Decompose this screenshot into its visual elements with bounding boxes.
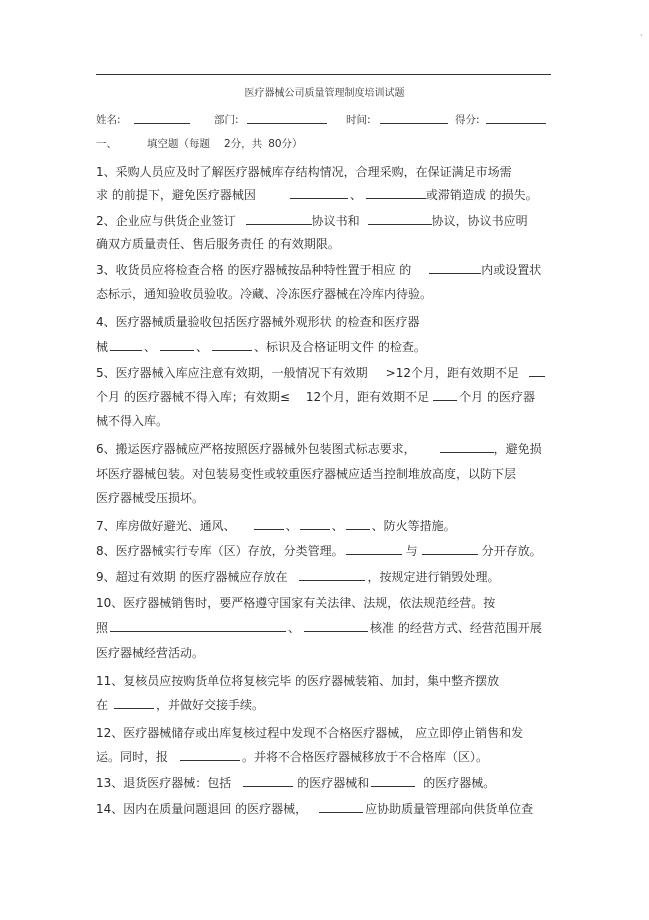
name-label: 姓名: [96, 114, 121, 126]
q11-line-2: 在 ，并做好交接手续。 [96, 698, 265, 712]
name-blank[interactable] [134, 123, 190, 124]
q7-blank-2[interactable] [300, 518, 330, 530]
q3-line-2: 态标示，通知验收员验收。冷藏、冷冻医疗器械在冷库内待验。 [96, 287, 433, 301]
q1-blank-2[interactable] [366, 187, 426, 199]
q3-blank-1[interactable] [429, 262, 481, 274]
dept-blank[interactable] [247, 123, 327, 124]
q12-line-2: 运。同时，报 。并将不合格医疗器械移放于不合格库（区）。 [96, 750, 489, 764]
q7-line-1: 7、库房做好避光、通风、 、 、 、防火等措施。 [96, 519, 456, 533]
q1-line-1: 1、采购人员应及时了解医疗器械库存结构情况，合理采购，在保证满足市场需 [96, 165, 512, 179]
q10-line-2: 照 、 核准 的经营方式、经营范围开展 [96, 621, 542, 635]
q12-blank-1[interactable] [180, 749, 240, 761]
q14-blank-1[interactable] [319, 801, 363, 813]
time-blank[interactable] [380, 123, 448, 124]
q4-blank-2[interactable] [160, 339, 194, 351]
q4-line-2: 械 、 、 、标识及合格证明文件 的检查。 [96, 340, 426, 354]
q7-blank-1[interactable] [254, 518, 284, 530]
score-blank[interactable] [486, 123, 546, 124]
q10-blank-2[interactable] [304, 620, 368, 632]
time-label: 时间: [346, 114, 371, 126]
q2-blank-2[interactable] [368, 213, 432, 225]
q2-blank-1[interactable] [246, 213, 312, 225]
q4-line-1: 4、医疗器械质量验收包括医疗器械外观形状 的检查和医疗器 [96, 315, 420, 329]
section-label: 填空题（每题 [147, 138, 210, 150]
q6-line-3: 医疗器械受压损坏。 [96, 491, 205, 505]
q9-line-1: 9、超过有效期 的医疗器械应存放在 ，按规定进行销毁处理。 [96, 570, 500, 584]
q5-blank-2[interactable] [433, 389, 457, 401]
q2-line-2: 确双方质量责任、售后服务责任 的有效期限。 [96, 237, 340, 251]
q7-blank-3[interactable] [346, 518, 370, 530]
dept-label: 部门: [214, 114, 239, 126]
q8-blank-1[interactable] [346, 543, 402, 555]
q6-line-2: 坏医疗器械包装。对包装易变性或较重医疗器械应适当控制堆放高度，以防下层 [96, 467, 517, 481]
q8-blank-2[interactable] [422, 543, 478, 555]
q10-line-1: 10、医疗器械销售时，要严格遵守国家有关法律、法规，依法规范经营。按 [96, 596, 496, 610]
q5-line-1: 5、医疗器械入库应注意有效期，一般情况下有效期 >12个月，距有效期不足 [96, 365, 545, 381]
q6-blank-1[interactable] [440, 441, 494, 453]
document-title: 医疗器械公司质量管理制度培训试题 [244, 88, 405, 99]
q1-blank-1[interactable] [290, 187, 348, 199]
section-points: 2分，共 [224, 138, 263, 150]
q5-line-2: 个月 的医疗器械不得入库；有效期≤ 12个月，距有效期不足 个月 的医疗器 [96, 390, 535, 404]
q2-line-1: 2、企业应与供货企业签订 协议书和 协议，协议书应明 [96, 214, 528, 228]
q10-line-3: 医疗器械经营活动。 [96, 646, 205, 660]
q13-line-1: 13、退货医疗器械：包括 的医疗器械和 的医疗器械。 [96, 776, 496, 790]
q9-blank-1[interactable] [299, 569, 365, 581]
q11-blank-1[interactable] [114, 697, 154, 709]
q10-blank-1[interactable] [110, 620, 286, 632]
q1-line-2: 求 的前提下，避免医疗器械因 、 或滞销造成 的损失。 [96, 188, 538, 202]
score-label: 得分: [455, 114, 480, 126]
q5-blank-1[interactable] [529, 365, 545, 377]
section-total: 80分） [268, 138, 303, 150]
q3-line-1: 3、收货员应将检查合格 的医疗器械按品种特性置于相应 的 内或设置状 [96, 263, 542, 277]
q6-line-1: 6、搬运医疗器械应严格按照医疗器械外包装图式标志要求， ，避免损 [96, 442, 542, 456]
q13-blank-1[interactable] [243, 775, 293, 787]
q5-line-3: 械不得入库。 [96, 414, 169, 428]
q4-blank-3[interactable] [212, 339, 252, 351]
q4-blank-1[interactable] [110, 339, 142, 351]
q8-line-1: 8、医疗器械实行专库（区）存放，分类管理。 与 分开存放。 [96, 544, 542, 558]
header-rule [96, 74, 551, 75]
q11-line-1: 11、复核员应按购货单位将复核完毕 的医疗器械装箱、加封，集中整齐摆放 [96, 674, 500, 688]
q14-line-1: 14、因内在质量问题退回 的医疗器械， 应协助质量管理部向供货单位查 [96, 802, 534, 816]
corner-mark: · [640, 31, 643, 40]
q12-line-1: 12、医疗器械储存或出库复核过程中发现不合格医疗器械， 应立即停止销售和发 [96, 726, 524, 740]
section-heading [96, 136, 303, 151]
q13-blank-2[interactable] [371, 775, 415, 787]
section-number: 一、 [96, 138, 117, 150]
